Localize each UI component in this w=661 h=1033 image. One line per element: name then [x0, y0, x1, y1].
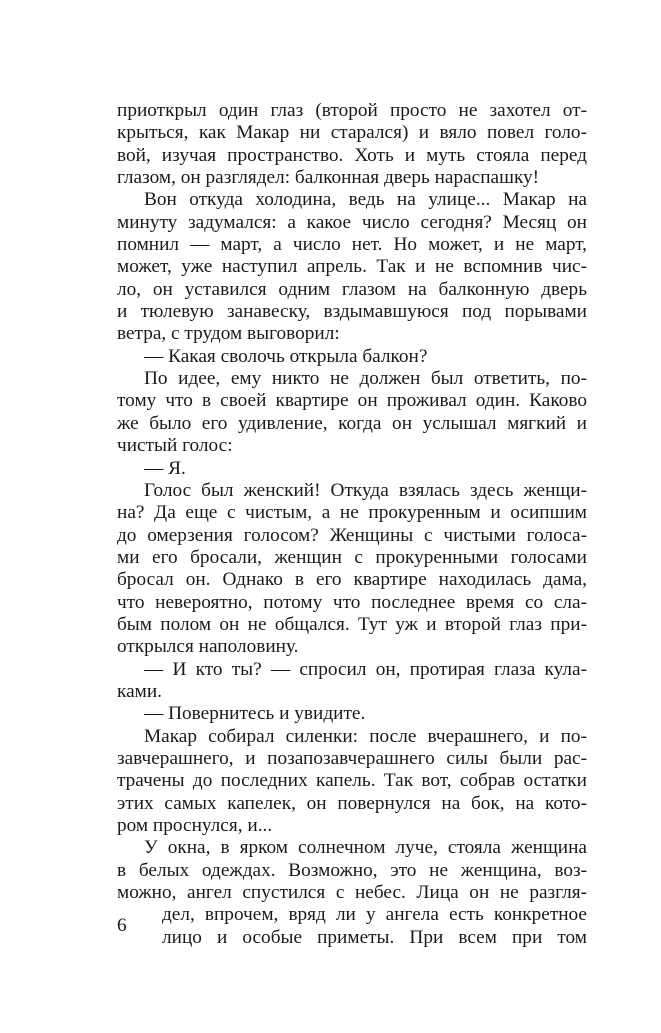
text-line: что невероятно, потому что последнее время со сла- — [117, 591, 587, 613]
text-line: ром проснулся, и... — [117, 815, 273, 836]
text-line: чистый голос: — [117, 435, 233, 457]
text-line: Макар собирал силенки: после вчерашнего, и по- — [144, 725, 587, 747]
text-line: — И кто ты? — спросил он, протирая глаза кула- — [144, 658, 587, 680]
text-line: можно, ангел спустился с небес. Лица он не разгля- — [117, 882, 587, 904]
body-text — [117, 100, 587, 949]
text-line: на? Да еще с чистым, а не прокуренным и осипшим — [117, 502, 587, 524]
text-line: этих самых капелек, он повернулся на бок, на кото- — [117, 792, 587, 814]
text-line: вой, изучая пространство. Хоть и муть стояла перед — [117, 144, 587, 166]
text-line: лицо и особые приметы. При всем при том — [162, 926, 587, 948]
text-line: бым полом он не общался. Тут уж и второй глаз при- — [117, 613, 587, 635]
text-line: и тюлевую занавеску, вздымавшуюся под порывами — [117, 301, 587, 323]
text-line: У окна, в ярком солнечном луче, стояла женщина — [144, 837, 587, 859]
text-line: ло, он уставился одним глазом на балконную дверь — [117, 278, 587, 300]
text-line: открылся наполовину. — [117, 636, 299, 658]
text-line: ветра, с трудом выговорил: — [117, 323, 340, 345]
text-line: — Я. — [144, 457, 186, 479]
text-line: же было его удивление, когда он услышал мягкий и — [117, 412, 587, 434]
text-line: в белых одеждах. Возможно, это не женщина, воз- — [117, 859, 587, 881]
text-line: приоткрыл один глаз (второй просто не захотел от- — [117, 100, 587, 121]
text-line: ками. — [117, 680, 162, 702]
text-line: — Повернитесь и увидите. — [144, 703, 366, 725]
text-line: до омерзения голосом? Женщины с чистыми голоса- — [117, 524, 587, 546]
text-line: бросал он. Однако в его квартире находилась дама, — [117, 569, 587, 591]
page-number: 6 — [117, 915, 127, 936]
text-line: может, уже наступил апрель. Так и не вспомнив чис- — [117, 256, 587, 278]
text-line: Вон откуда холодина, ведь на улице... Макар на — [144, 189, 587, 211]
text-line: трачены до последних капель. Так вот, собрав остатки — [117, 770, 587, 792]
text-line: дел, впрочем, вряд ли у ангела есть конкретное — [162, 904, 587, 926]
text-line: — Какая сволочь открыла балкон? — [144, 345, 428, 367]
text-line: По идее, ему никто не должен был ответить, по- — [144, 368, 587, 390]
text-line: глазом, он разглядел: балконная дверь нараспашку! — [117, 167, 540, 189]
text-line: завчерашнего, и позапозавчерашнего силы были рас- — [117, 747, 587, 769]
text-line: крыться, как Макар ни старался) и вяло повел голо- — [117, 122, 587, 144]
text-line: Голос был женский! Откуда взялась здесь женщи- — [144, 479, 587, 501]
text-line: тому что в своей квартире он проживал один. Каково — [117, 390, 587, 412]
text-line: помнил — март, а число нет. Но может, и не март, — [117, 234, 587, 256]
text-line: минуту задумался: а какое число сегодня? Месяц он — [117, 211, 587, 233]
text-line: ми его бросали, женщин с прокуренными голосами — [117, 546, 587, 568]
